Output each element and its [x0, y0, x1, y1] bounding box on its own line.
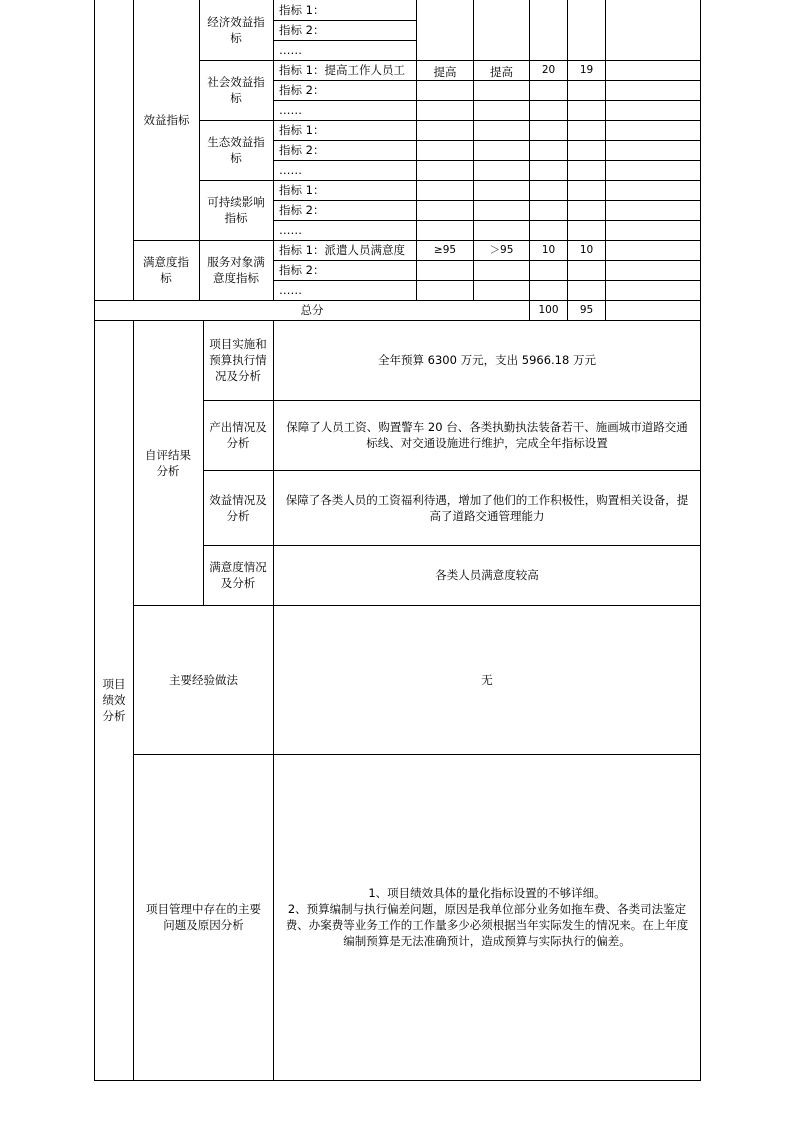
social-actual: 提高 — [490, 65, 513, 79]
service-score: 10 — [579, 244, 594, 256]
service-target: ≥95 — [433, 244, 457, 256]
sustainable-indicator-1: 指标 1： — [279, 183, 325, 197]
benefit-analysis-label: 效益情况及分析 — [209, 492, 267, 523]
main-experience-text: 无 — [481, 672, 493, 687]
ecological-indicator-2: 指标 2： — [279, 143, 325, 157]
total-score: 95 — [579, 304, 594, 316]
social-weight: 20 — [541, 64, 556, 76]
grid-line — [700, 0, 701, 1081]
problems-text: 1、项目绩效具体的量化指标设置的不够详细。 2、预算编制与执行偏差问题，原因是我单位部分业务如拖车费、各类司法鉴定费、办案费等业务工作的工作量多少必须根据当年实际发生的情况来。在上年度编制预算是无法准确预计，造成预算与实际执行的偏差。 — [285, 886, 689, 948]
economic-indicator-2: 指标 2： — [279, 23, 325, 37]
output-analysis-label: 产出情况及分析 — [209, 420, 267, 450]
economic-indicator-1: 指标 1： — [279, 3, 325, 17]
sustainable-indicator-2: 指标 2： — [279, 203, 325, 217]
social-benefit-label: 社会效益指标 — [207, 75, 265, 105]
service-actual: ＞95 — [489, 244, 514, 256]
social-indicator-2: 指标 2： — [279, 83, 325, 97]
total-weight: 100 — [538, 304, 559, 316]
sustainable-indicator-more: …… — [279, 223, 302, 237]
service-weight: 10 — [541, 244, 556, 256]
service-indicator-more: …… — [279, 283, 302, 297]
benefit-analysis-text: 保障了各类人员的工资福利待遇，增加了他们的工作积极性，购置相关设备，提高了道路交通管理能力 — [285, 492, 689, 523]
social-score: 19 — [579, 64, 594, 76]
grid-line — [203, 320, 204, 605]
service-satisfaction-label: 服务对象满意度指标 — [207, 255, 265, 285]
budget-execution-text: 全年预算 6300 万元，支出 5966.18 万元 — [378, 353, 596, 367]
problems-label: 项目管理中存在的主要问题及原因分析 — [146, 902, 261, 932]
ecological-indicator-more: …… — [279, 163, 302, 177]
grid-line — [94, 1080, 701, 1081]
economic-benefit-label: 经济效益指标 — [207, 15, 265, 45]
self-evaluation-label: 自评结果分析 — [145, 447, 191, 478]
economic-indicator-more: …… — [279, 43, 302, 57]
social-indicator-more: …… — [279, 103, 302, 117]
grid-line — [529, 0, 530, 320]
total-score-label: 总分 — [300, 303, 324, 317]
grid-line — [567, 0, 568, 320]
social-indicator-1: 指标 1：提高工作人员工 — [279, 63, 405, 77]
sustainable-impact-label: 可持续影响指标 — [207, 195, 265, 225]
service-indicator-1: 指标 1：派遣人员满意度 — [279, 243, 405, 257]
ecological-indicator-1: 指标 1： — [279, 123, 325, 137]
benefit-indicator-label: 效益指标 — [143, 113, 190, 127]
satisfaction-indicator-label: 满意度指标 — [143, 255, 189, 285]
grid-line — [94, 0, 95, 1081]
output-analysis-text: 保障了人员工资、购置警车 20 台、各类执勤执法装备若干、施画城市道路交通标线、对交通设施进行维护，完成全年指标设置 — [286, 420, 688, 450]
budget-execution-label: 项目实施和预算执行情况及分析 — [209, 337, 267, 383]
main-experience-label: 主要经验做法 — [169, 672, 238, 687]
grid-line — [605, 0, 606, 320]
satisfaction-analysis-label: 满意度情况及分析 — [209, 560, 267, 590]
performance-analysis-label: 项目绩效分析 — [102, 677, 126, 723]
grid-line — [199, 0, 200, 300]
ecological-benefit-label: 生态效益指标 — [207, 135, 265, 165]
service-indicator-2: 指标 2： — [279, 263, 325, 277]
satisfaction-analysis-text: 各类人员满意度较高 — [435, 568, 539, 582]
social-target: 提高 — [433, 65, 457, 79]
